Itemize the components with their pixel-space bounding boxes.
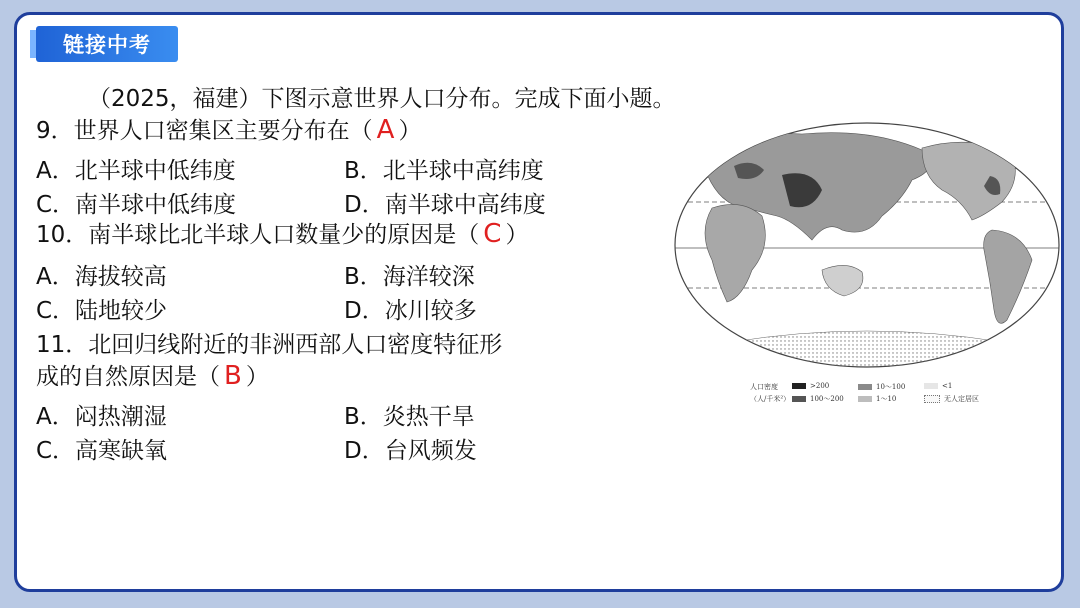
- legend-swatch-6: [924, 395, 940, 403]
- q11-stem-after: ）: [245, 364, 269, 390]
- q9-option-d: D．南半球中高纬度: [344, 192, 546, 218]
- legend-item-4: 100～200: [792, 394, 844, 404]
- legend-swatch-4: [792, 396, 806, 402]
- q11-answer: B: [224, 361, 242, 391]
- q9-stem-before: 9．世界人口密集区主要分布在（: [36, 118, 373, 144]
- q10-stem: [36, 216, 528, 249]
- q10-option-c: C．陆地较少: [36, 298, 168, 324]
- q11-option-d: D．台风频发: [344, 438, 477, 464]
- q11-option-b: B．炎热干旱: [344, 404, 475, 430]
- q10-stem-before: 10．南半球比北半球人口数量少的原因是（: [36, 222, 480, 248]
- legend-swatch-3: [924, 383, 938, 389]
- q10-option-a: A．海拔较高: [36, 264, 167, 290]
- q11-stem-before: 成的自然原因是（: [36, 364, 220, 390]
- q9-option-a: A．北半球中低纬度: [36, 158, 236, 184]
- q11-stem: [36, 358, 269, 391]
- q10-option-d: D．冰川较多: [344, 298, 477, 324]
- q9-option-c: C．南半球中低纬度: [36, 192, 237, 218]
- q10-answer: C: [483, 219, 502, 249]
- intro-text: （2025，福建）下图示意世界人口分布。完成下面小题。: [88, 86, 676, 112]
- legend-swatch-2: [858, 384, 872, 390]
- legend-title-1: 人口密度: [750, 383, 778, 391]
- q11-option-a: A．闷热潮湿: [36, 404, 167, 430]
- q9-stem: [36, 112, 421, 145]
- q10-stem-after: ）: [505, 222, 529, 248]
- q9-stem-after: ）: [398, 118, 422, 144]
- section-tag: 链接中考: [36, 26, 178, 62]
- legend-item-1: >200: [792, 382, 829, 390]
- q9-answer: A: [376, 115, 395, 145]
- q10-option-b: B．海洋较深: [344, 264, 475, 290]
- antarctica-shape: [732, 331, 1002, 380]
- legend-title-2: （人/千米²）: [750, 395, 791, 403]
- q9-option-b: B．北半球中高纬度: [344, 158, 544, 184]
- legend-item-6: 无人定居区: [924, 394, 979, 404]
- legend-item-2: 10～100: [858, 382, 905, 392]
- greenland-shape: [1022, 132, 1057, 156]
- legend-item-5: 1～10: [858, 394, 896, 404]
- world-population-map: [672, 120, 1067, 410]
- q11-stem-line1: 11．北回归线附近的非洲西部人口密度特征形: [36, 332, 503, 358]
- map-svg: [672, 120, 1067, 410]
- legend-swatch-1: [792, 383, 806, 389]
- q11-option-c: C．高寒缺氧: [36, 438, 168, 464]
- legend-swatch-5: [858, 396, 872, 402]
- legend-item-3: <1: [924, 382, 952, 390]
